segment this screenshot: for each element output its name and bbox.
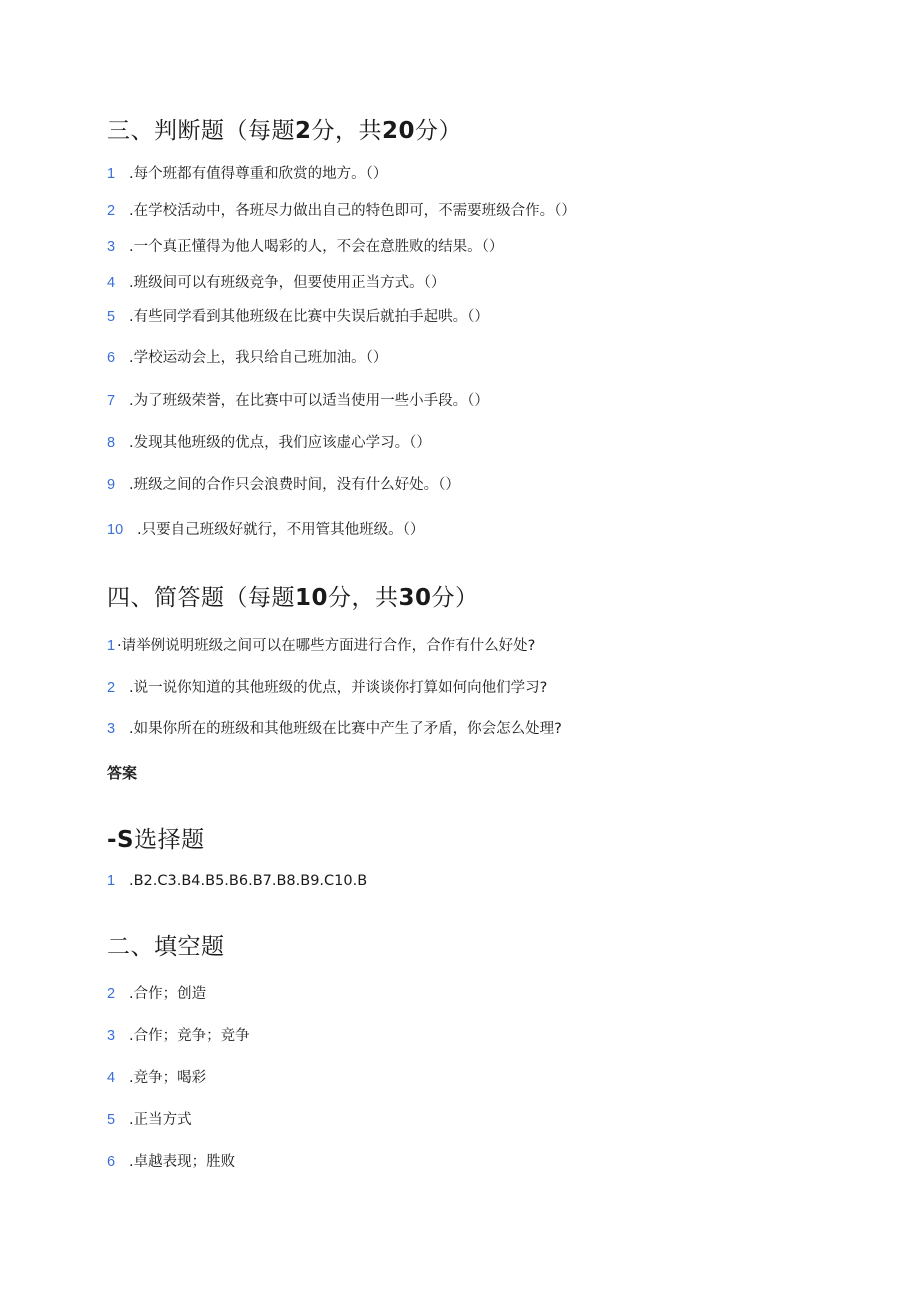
judgement-item-7: 7 .为了班级荣誉，在比赛中可以适当使用一些小手段。（） xyxy=(107,393,489,409)
judgement-item-5: 5 .有些同学看到其他班级在比赛中失误后就拍手起哄。（） xyxy=(107,309,489,325)
fill-answer-item-2: 2 .合作；创造 xyxy=(107,986,207,1002)
answer-section-1-title: -S选择题 xyxy=(107,827,205,853)
fill-answer-item-5: 5 .正当方式 xyxy=(107,1112,192,1128)
judgement-item-2: 2 .在学校活动中，各班尽力做出自己的特色即可，不需要班级合作。（） xyxy=(107,203,576,219)
judgement-item-9: 9 .班级之间的合作只会浪费时间，没有什么好处。（） xyxy=(107,477,460,493)
judgement-item-6: 6 .学校运动会上，我只给自己班加油。（） xyxy=(107,350,388,366)
judgement-item-8: 8 .发现其他班级的优点，我们应该虚心学习。（） xyxy=(107,435,431,451)
fill-answer-item-4: 4 .竞争；喝彩 xyxy=(107,1070,207,1086)
short-answer-item-1: 1 ·请举例说明班级之间可以在哪些方面进行合作，合作有什么好处? xyxy=(107,638,536,654)
short-answer-item-3: 3 .如果你所在的班级和其他班级在比赛中产生了矛盾，你会怎么处理? xyxy=(107,721,562,737)
judgement-item-3: 3 .一个真正懂得为他人喝彩的人，不会在意胜败的结果。（） xyxy=(107,239,504,255)
judgement-item-4: 4 .班级间可以有班级竞争，但要使用正当方式。（） xyxy=(107,275,446,291)
section-4-title: 四、简答题（每题10分，共30分） xyxy=(107,585,479,611)
judgement-item-10: 10 .只要自己班级好就行，不用管其他班级。（） xyxy=(107,522,425,538)
answers-label: 答案 xyxy=(107,764,138,782)
judgement-item-1: 1 .每个班都有值得尊重和欣赏的地方。（） xyxy=(107,166,388,182)
fill-answer-item-3: 3 .合作；竞争；竞争 xyxy=(107,1028,250,1044)
answer-section-2-title: 二、填空题 xyxy=(107,934,225,960)
short-answer-item-2: 2 .说一说你知道的其他班级的优点，并谈谈你打算如何向他们学习? xyxy=(107,680,548,696)
section-3-title: 三、判断题（每题2分，共20分） xyxy=(107,118,463,144)
answer-choice-line: 1 .B2.C3.B4.B5.B6.B7.B8.B9.C10.B xyxy=(107,873,368,889)
fill-answer-item-6: 6 .卓越表现；胜败 xyxy=(107,1154,236,1170)
